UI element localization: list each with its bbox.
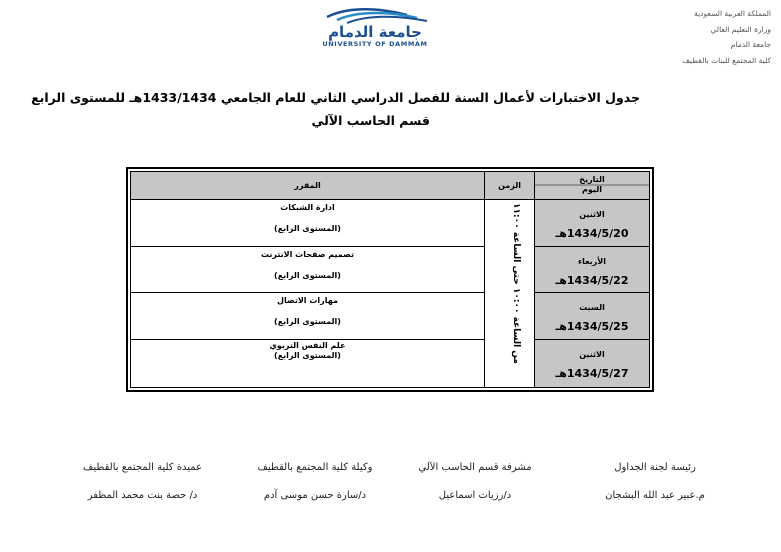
diagonal-divider xyxy=(535,172,649,199)
course-level: (المستوى الرابع) xyxy=(274,351,341,360)
wave-emblem-icon xyxy=(307,5,443,25)
institution-header xyxy=(621,6,771,68)
header-college: كلية المجتمع للبنات بالقطيف xyxy=(682,55,771,65)
row-day: الاثنين xyxy=(579,350,605,359)
header-date-label: التاريخ xyxy=(579,175,605,184)
header-university: جامعة الدمام xyxy=(730,40,771,49)
table-row-date xyxy=(535,200,649,246)
row-day: الاثنين xyxy=(579,210,605,219)
row-date: 1434/5/25هـ xyxy=(555,320,629,333)
row-day: الأربعاء xyxy=(578,257,606,266)
signature-role: عميدة كلية المجتمع بالقطيف xyxy=(83,462,202,473)
table-row-date xyxy=(535,340,649,387)
table-row-date xyxy=(535,293,649,339)
table-row-date xyxy=(535,247,649,292)
header-country: المملكة العربية السعودية xyxy=(694,9,771,18)
signature-name: د/سارة حسن موسى آدم xyxy=(263,490,367,501)
signature-name: م.عبير عبد الله البشجان xyxy=(605,490,705,501)
signature-name: د/ حصة بنت محمد المظفر xyxy=(87,490,198,501)
exam-time-cell xyxy=(484,200,534,387)
course-name: تصميم صفحات الانترنت xyxy=(260,250,355,259)
course-level: (المستوى الرابع) xyxy=(274,224,341,233)
header-day-label: اليوم xyxy=(582,185,602,194)
table-row-course xyxy=(131,293,484,339)
row-date: 1434/5/20هـ xyxy=(555,227,629,240)
course-name: علم النفس التربوي xyxy=(269,341,346,350)
row-date: 1434/5/27هـ xyxy=(555,367,629,380)
signature-role: وكيلة كلية المجتمع بالقطيف xyxy=(257,462,373,473)
signature-role: رئيسة لجنة الجداول xyxy=(614,462,696,473)
row-date: 1434/5/22هـ xyxy=(555,274,629,287)
column-header-course: المقرر xyxy=(131,172,484,199)
table-row-course xyxy=(131,247,484,292)
page-title: جدول الاختبارات لأعمال السنة للفصل الدراسي الثاني للعام الجامعي 1433/1434هـ للمستوى الرابع xyxy=(31,90,640,105)
course-level: (المستوى الرابع) xyxy=(274,317,341,326)
course-name: مهارات الاتصال xyxy=(277,296,338,305)
exam-time-text: من الساعة ١٠:٠٠ حتى الساعة ١١:٠٠ xyxy=(511,203,521,364)
header-ministry: وزارة التعليم العالي xyxy=(710,24,771,34)
column-header-date xyxy=(535,172,649,199)
signature-role: مشرفة قسم الحاسب الآلي xyxy=(418,462,532,473)
logo-latin-text: UNIVERSITY OF DAMMAM xyxy=(322,40,428,48)
signature-name: د/رزيات اسماعيل xyxy=(438,490,512,501)
table-row-course xyxy=(131,200,484,246)
university-logo xyxy=(305,5,445,47)
logo-arabic-text: جامعة الدمام xyxy=(328,23,422,41)
column-header-time: الزمن xyxy=(485,172,534,199)
course-level: (المستوى الرابع) xyxy=(274,271,341,280)
table-row-course xyxy=(131,340,484,387)
course-name: ادارة الشبكات xyxy=(280,203,335,212)
department-subtitle: قسم الحاسب الآلي xyxy=(311,113,430,128)
row-day: السبت xyxy=(579,303,605,312)
